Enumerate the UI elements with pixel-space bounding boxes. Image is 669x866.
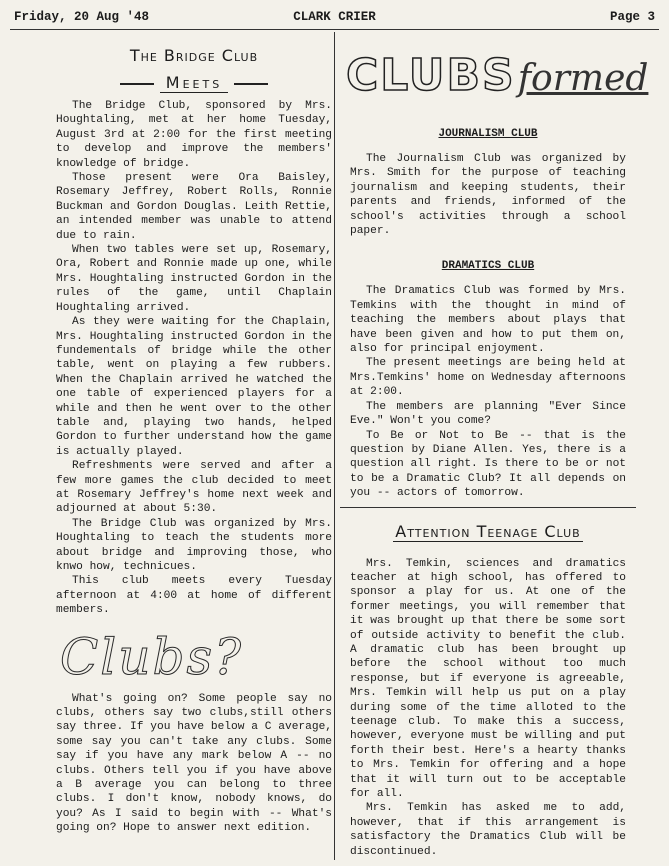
bridge-paragraph: The Bridge Club, sponsored by Mrs. Houghtaling, met at her home Tuesday, August 3rd at 2:00 for the first meeting to develop and improve the members' knowledge of bridge. [56,100,332,170]
dramatics-paragraph: The present meetings are being held at Mrs.Temkins' home on Wednesday afternoons at 2:00. [350,357,626,399]
dramatics-paragraph: The members are planning "Ever Since Eve." Won't you come? [350,400,626,428]
journalism-paragraph: The Journalism Club was organized by Mrs. Smith for the purpose of teaching journalism and keeping students, their parents and friends, informed of the school's activities through a school paper. [350,153,626,238]
subtitle-dash-right [234,83,268,85]
bridge-paragraph: Refreshments were served and after a few more games the club decided to meet at Rosemary Jeffrey's home next week and adjourned at about 5:30. [56,460,332,516]
attention-title-text: Attention Teenage Club [395,521,581,541]
section-separator [340,507,636,508]
subtitle-dash-left [120,83,154,85]
header-rule [10,29,659,30]
clubs-formed-banner [346,50,649,108]
newspaper-name: CLARK CRIER [293,10,376,24]
dramatics-paragraph: The Dramatics Club was formed by Mrs. Temkins with the thought in mind of teaching the members about plays that have been given and how to put them on, also for principal enjoyment. [350,285,626,356]
issue-date: Friday, 20 Aug '48 [14,10,150,24]
attention-paragraph: Mrs. Temkin has asked me to add, however, that if this arrangement is satisfactory the Dramatics Club will be discontinued. [350,802,626,858]
page-number: Page 3 [609,10,655,24]
bridge-paragraph: This club meets every Tuesday afternoon at 4:00 at home of different members. [56,575,332,617]
banner-formed: formed [517,58,649,99]
clubs-question-heading: Clubs? [60,627,243,686]
bridge-paragraph: As they were waiting for the Chaplain, Mrs. Houghtaling instructed Gordon in the fundementals of bridge while the other table, went on playing a few rubbers. When the Chaplain arrived he watched the one table of experienced players for a while and then he went over to the other table and, playing two hands, helped Gordon to further understand how the game is actually played. [56,316,332,458]
dramatics-paragraph: To Be or Not to Be -- that is the question by Diane Allen. Yes, there is a question all right. Is there to be or not to be a Dramatic Club? It all depends on you -- actors of tomorrow. [350,429,626,500]
page-header [12,6,657,30]
bridge-club-subtitle-text: Meets [160,73,228,93]
bridge-paragraph: Those present were Ora Baisley, Rosemary Jeffrey, Robert Rolls, Ronnie Buckman and Gordon Douglas. Leith Rettie, an intended member was unable to attend due to rain. [56,172,332,242]
banner-clubs: CLUBS [346,50,516,101]
dramatics-club-heading: DRAMATICS CLUB [441,260,535,273]
journalism-club-heading: JOURNALISM CLUB [438,128,538,140]
column-divider [334,32,335,860]
clubs-paragraph: What's going on? Some people say no clubs, others say two clubs,still others say three. If you have below a C average, some say you can't take any clubs. Some say if you have any mark below A -- no clubs. Others tell you if you have above a B average you can belong to three clubs. I don't know, nobody knows, do you? As I said to begin with -- What's going on? Hope to answer next edition. [56,692,332,835]
bridge-paragraph: When two tables were set up, Rosemary, Ora, Robert and Ronnie made up one, while Mrs. Houghtaling instructed Gordon in the rules of the game, until Chaplain Houghtaling arrived. [56,244,332,314]
right-column [346,34,649,859]
bridge-paragraph: The Bridge Club was organized by Mrs. Houghtaling to teach the students more about bridge and improving those, who knwo how, technicues. [56,517,332,573]
left-column [56,34,332,836]
attention-paragraph: Mrs. Temkin, sciences and dramatics teacher at high school, has offered to sponsor a play for us. At one of the former meetings, you will remember that it was brought up that there be some sort of outside activity to benefit the club. A dramatic club has been brought up before the school without too much response, but if everyone is agreeable, Mrs. Temkin will help us put on a play during some of the time alloted to the teenage club. To make this a success, however, everyone must be willing and put forth their best. Here's a hearty thanks to Mrs. Temkin for offering and a hope that it will turn out to be acceptable for all. [350,557,626,801]
bridge-club-subtitle [56,73,332,93]
bridge-club-title: The Bridge Club [129,46,259,65]
attention-teenage-club-title [350,522,626,541]
